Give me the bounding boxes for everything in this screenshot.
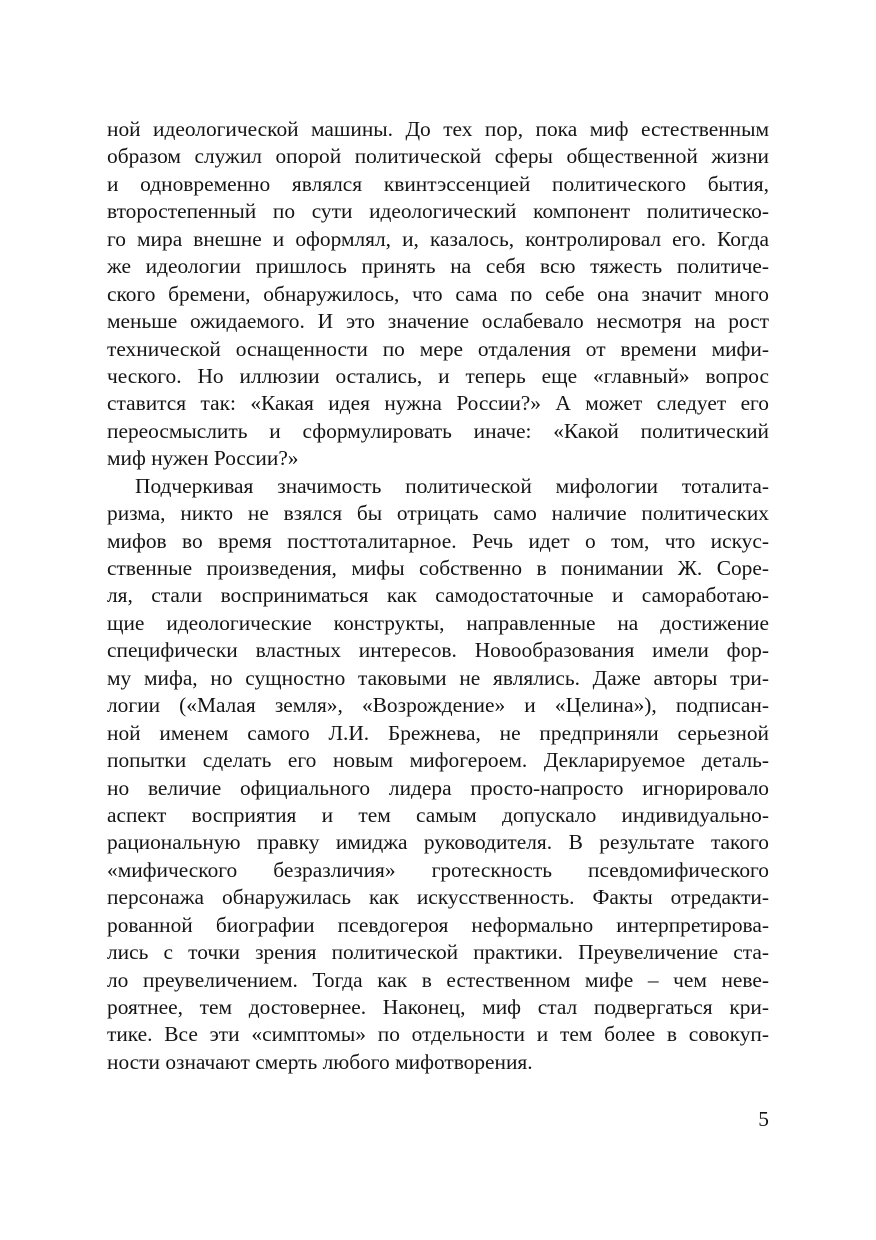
text-line: го мира внешне и оформлял, и, казалось, контролировал его. Когда: [107, 226, 769, 251]
text-line: Подчеркивая значимость политической мифологии тоталита-: [135, 473, 769, 498]
text-line: попытки сделать его новым мифогероем. Декларируемое деталь-: [107, 748, 769, 773]
text-line: персонажа обнаружилась как искусственность. Факты отредакти-: [107, 885, 769, 910]
text-line: ной именем самого Л.И. Брежнева, не предприняли серьезной: [107, 720, 769, 745]
text-line: му мифа, но сущностно таковыми не являлись. Даже авторы три-: [107, 665, 769, 690]
text-line: тике. Все эти «симптомы» по отдельности и тем более в совокуп-: [107, 1022, 769, 1047]
text-line: лись с точки зрения политической практики. Преувеличение ста-: [107, 940, 769, 965]
text-line: ческого. Но иллюзии остались, и теперь еще «главный» вопрос: [107, 363, 769, 388]
text-line: рациональную правку имиджа руководителя. В результате такого: [107, 830, 769, 855]
text-line: «мифического безразличия» гротескность псевдомифического: [107, 857, 769, 882]
text-line: рованной биографии псевдогероя неформально интерпретирова-: [107, 912, 769, 937]
text-line: же идеологии пришлось принять на себя всю тяжесть политиче-: [107, 254, 769, 279]
text-line: щие идеологические конструкты, направленные на достижение: [107, 610, 769, 635]
text-line: миф нужен России?»: [107, 446, 299, 471]
text-line: ной идеологической машины. До тех пор, пока миф естественным: [107, 117, 769, 141]
text-line: аспект восприятия и тем самым допускало индивидуально-: [107, 802, 769, 827]
text-line: но величие официального лидера просто-напросто игнорировало: [107, 775, 769, 800]
text-line: ставится так: «Какая идея нужна России?» А может следует его: [107, 391, 769, 416]
text-line: ственные произведения, мифы собственно в понимании Ж. Соре-: [107, 556, 769, 580]
text-line: ло преувеличением. Тогда как в естественном мифе – чем неве-: [107, 967, 769, 992]
text-line: и одновременно являлся квинтэссенцией политического бытия,: [107, 171, 769, 196]
text-line: переосмыслить и сформулировать иначе: «Какой политический: [107, 418, 769, 443]
text-line: ского бремени, обнаружилось, что сама по себе она значит много: [107, 281, 769, 306]
text-line: логии («Малая земля», «Возрождение» и «Целина»), подписан-: [107, 693, 769, 718]
page-number: 5: [758, 1107, 769, 1131]
text-line: роятнее, тем достовернее. Наконец, миф стал подвергаться кри-: [107, 995, 769, 1019]
text-line: ности означают смерть любого мифотворения.: [107, 1049, 533, 1074]
text-line: ля, стали восприниматься как самодостаточные и самоработаю-: [107, 583, 769, 608]
text-line: меньше ожидаемого. И это значение ослабевало несмотря на рост: [107, 309, 769, 334]
text-line: ризма, никто не взялся бы отрицать само наличие политических: [107, 501, 769, 526]
paragraph: [107, 116, 769, 473]
paragraph: [107, 473, 769, 1077]
text-line: технической оснащенности по мере отдаления от времени мифи-: [107, 336, 769, 361]
text-line: мифов во время посттоталитарное. Речь идет о том, что искус-: [107, 528, 769, 553]
text-line: образом служил опорой политической сферы общественной жизни: [107, 144, 769, 169]
text-line: второстепенный по сути идеологический компонент политическо-: [107, 199, 769, 224]
body-text: [107, 116, 769, 1076]
text-line: специфически властных интересов. Новообразования имели фор-: [107, 638, 769, 663]
